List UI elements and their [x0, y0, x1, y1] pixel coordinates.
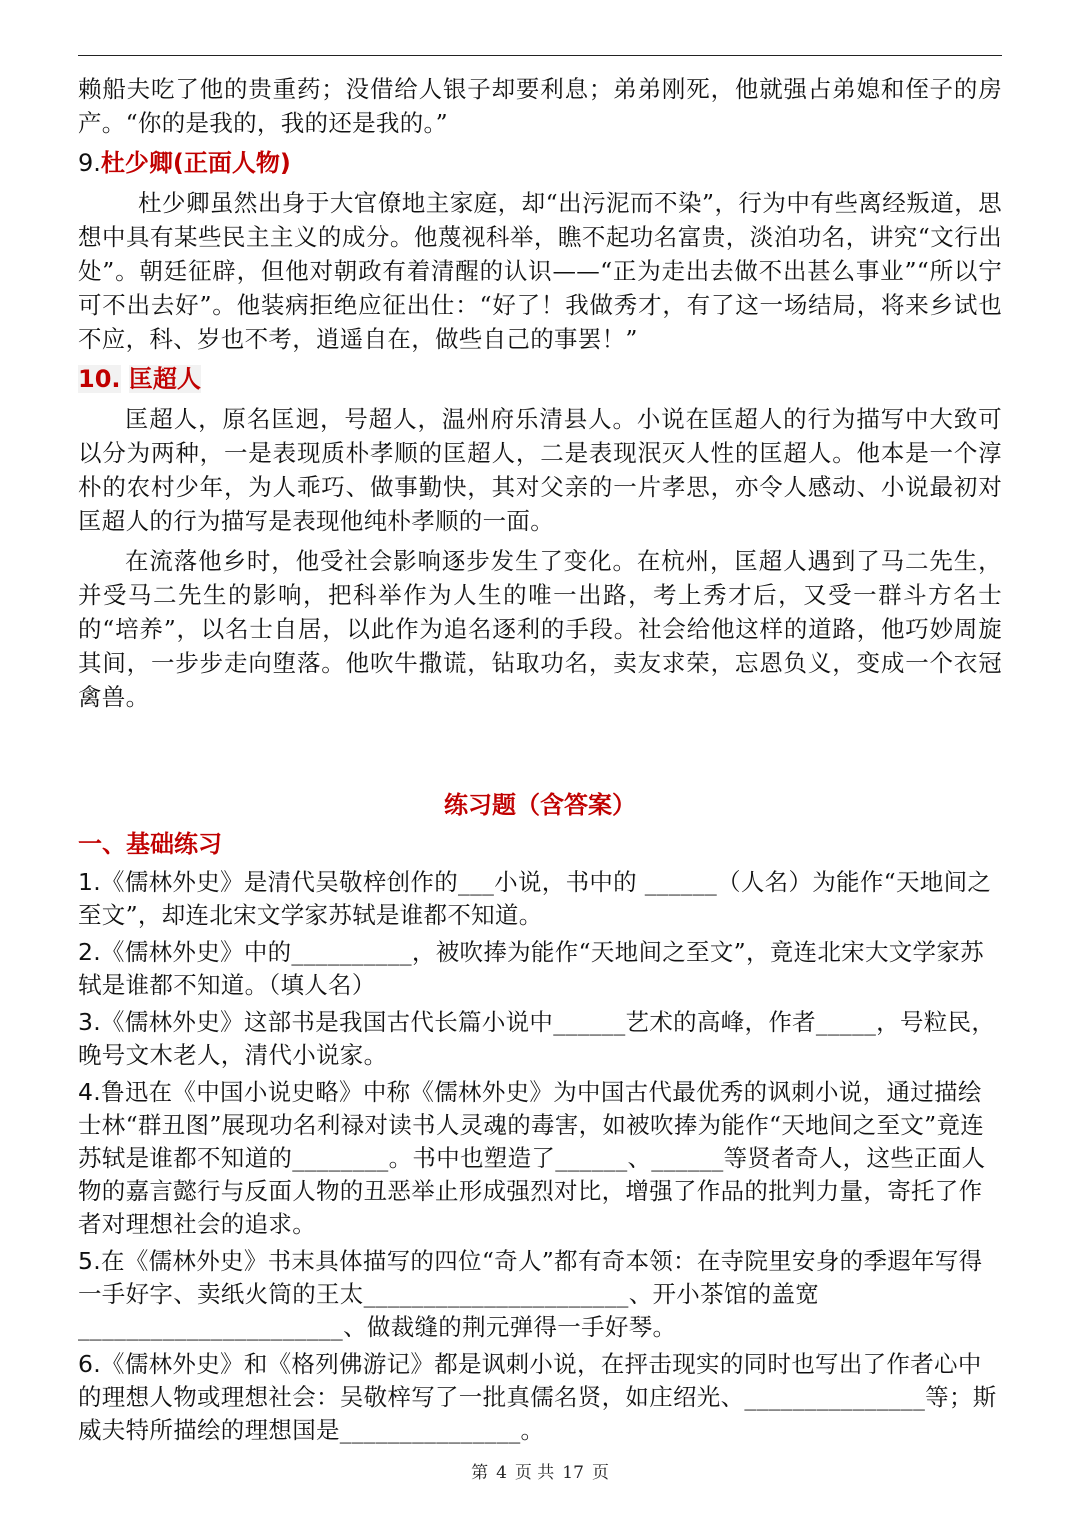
- question-2: [78, 936, 1002, 1002]
- question-text: 《儒林外史》是清代吴敬梓创作的___小说，书中的 ______（人名）为能作“天地间之至文”，却连北宋文学家苏轼是谁都不知道。: [78, 868, 992, 929]
- question-text: 《儒林外史》中的__________，被吹捧为能作“天地间之至文”，竟连北宋大文学家苏轼是谁都不知道。（填人名）: [78, 938, 984, 999]
- question-text: 在《儒林外史》书末具体描写的四位“奇人”都有奇本领：在寺院里安身的季遐年写得一手好字、卖纸火筒的王太______________________、开小茶馆的盖宽______________________、做裁缝的荆元弹得一手好琴。: [78, 1247, 983, 1341]
- question-text: 《儒林外史》和《格列佛游记》都是讽刺小说，在抨击现实的同时也写出了作者心中的理想人物或理想社会：吴敬梓写了一批真儒名贤，如庄绍光、_______________等；斯威夫特所描绘的理想国是_______________。: [78, 1350, 997, 1444]
- footer-total-pages: 17: [562, 1463, 584, 1483]
- section-10-body-1: 匡超人，原名匡迥，号超人，温州府乐清县人。小说在匡超人的行为描写中大致可以分为两种，一是表现质朴孝顺的匡超人，二是表现泯灭人性的匡超人。他本是一个淳朴的农村少年，为人乖巧、做事勤快，其对父亲的一片孝思，亦令人感动、小说最初对匡超人的行为描写是表现他纯朴孝顺的一面。: [78, 405, 1002, 535]
- question-6: [78, 1348, 1002, 1447]
- header-rule: [78, 55, 1002, 56]
- question-number: 5.: [78, 1247, 102, 1275]
- section-10-number: 10.: [78, 365, 121, 393]
- section-10-title: 匡超人: [128, 365, 201, 393]
- section-9-number: 9.: [78, 149, 101, 177]
- question-3: [78, 1006, 1002, 1072]
- footer-prefix: 第: [471, 1463, 489, 1483]
- question-5: [78, 1245, 1002, 1344]
- question-text: 鲁迅在《中国小说史略》中称《儒林外史》为中国古代最优秀的讽刺小说，通过描绘士林“群丑图”展现功名利禄对读书人灵魂的毒害，如被吹捧为能作“天地间之至文”竟连苏轼是谁都不知道的________。书中也塑造了______、______等贤者奇人，这些正面人物的嘉言懿行与反面人物的丑恶举止形成强烈对比，增强了作品的批判力量，寄托了作者对理想社会的追求。: [78, 1078, 986, 1238]
- intro-paragraph-tail: 赖船夫吃了他的贵重药；没借给人银子却要利息；弟弟刚死，他就强占弟媳和侄子的房产。“你的是我的，我的还是我的。”: [78, 75, 1002, 137]
- question-number: 6.: [78, 1350, 102, 1378]
- section-10-body-2: 在流落他乡时，他受社会影响逐步发生了变化。在杭州，匡超人遇到了马二先生，并受马二先生的影响，把科举作为人生的唯一出路，考上秀才后，又受一群斗方名士的“培养”，以名士自居，以此作为追名逐利的手段。社会给他这样的道路，他巧妙周旋其间，一步步走向堕落。他吹牛撒谎，钻取功名，卖友求荣，忘恩负义，变成一个衣冠禽兽。: [78, 547, 1002, 711]
- section-9-body: 杜少卿虽然出身于大官僚地主家庭，却“出污泥而不染”，行为中有些离经叛道，思想中具有某些民主主义的成分。他蔑视科举，瞧不起功名富贵，淡泊功名，讲究“文行出处”。朝廷征辟，但他对朝政有着清醒的认识——“正为走出去做不出甚么事业”“所以宁可不出去好”。他装病拒绝应征出仕：“好了！我做秀才，有了这一场结局，将来乡试也不应，科、岁也不考，逍遥自在，做些自己的事罢！”: [78, 189, 1002, 353]
- page-content: [78, 72, 1002, 1447]
- question-4: [78, 1076, 1002, 1241]
- section-9-title: 杜少卿(正面人物): [100, 149, 291, 177]
- question-number: 1.: [78, 868, 102, 896]
- question-number: 4.: [78, 1078, 102, 1106]
- footer-page-number: 4: [496, 1463, 507, 1483]
- section-10-heading: [78, 362, 1002, 396]
- footer-suffix: 页: [591, 1463, 609, 1483]
- question-1: [78, 866, 1002, 932]
- question-text: 《儒林外史》这部书是我国古代长篇小说中______艺术的高峰，作者_____，号粒民，晚号文木老人，清代小说家。: [78, 1008, 996, 1069]
- question-number: 2.: [78, 938, 102, 966]
- section-9-heading: [78, 146, 1002, 180]
- exercises-title: 练习题（含答案）: [444, 791, 636, 819]
- question-number: 3.: [78, 1008, 102, 1036]
- footer-middle: 页 共: [514, 1463, 555, 1483]
- exercises-subtitle: 一、基础练习: [78, 830, 222, 858]
- page-footer: [0, 1458, 1080, 1483]
